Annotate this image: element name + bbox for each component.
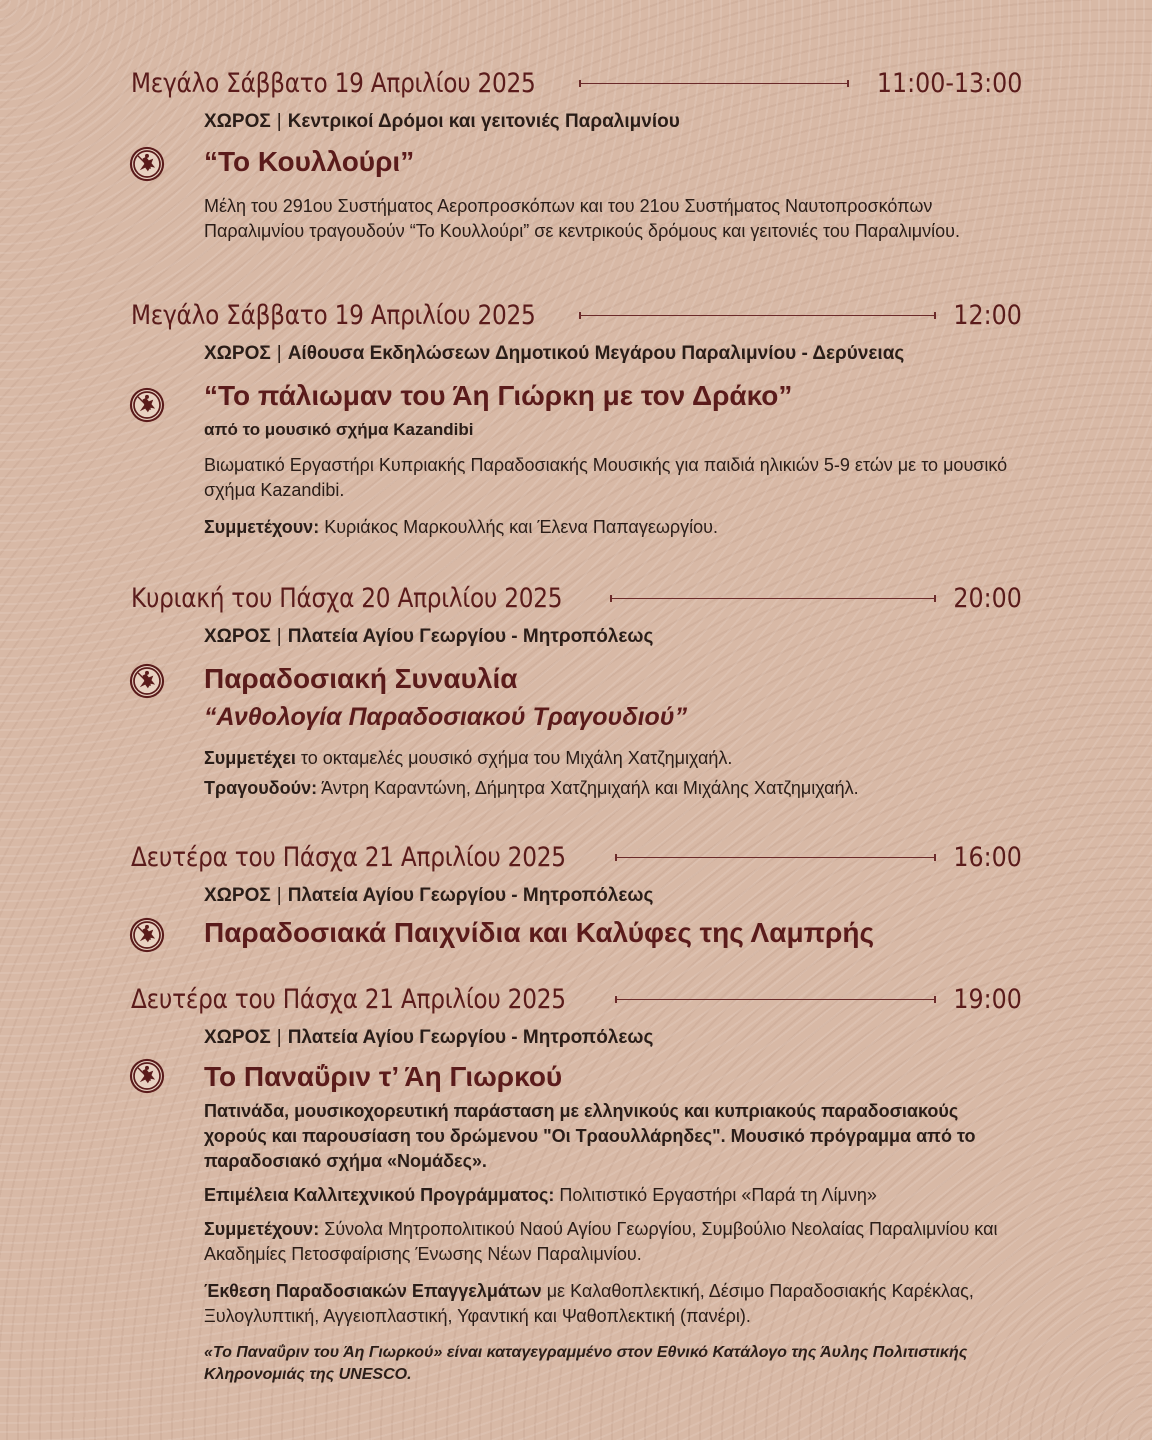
participants-text: Σύνολα Μητροπολιτικού Ναού Αγίου Γεωργίου, Συμβούλιο Νεολαίας Παραλιμνίου και Ακαδημίες Πετοσφαίρισης Ένωσης Νέων Παραλιμνίου. [204,1219,998,1264]
timeline-divider [579,315,936,316]
participants-label: Συμμετέχει [204,748,296,768]
event-description: Βιωματικό Εργαστήρι Κυπριακής Παραδοσιακής Μουσικής για παιδιά ηλικιών 5-9 ετών με το μουσικό σχήμα Kazandibi. [204,455,1008,500]
venue-name: Πλατεία Αγίου Γεωργίου - Μητροπόλεως [287,626,654,647]
event-1-header [131,63,1022,103]
venue-label: ΧΩΡΟΣ [204,111,271,132]
event-date: Μεγάλο Σάββατο 19 Απριλίου 2025 [131,299,536,331]
exhibition-label: Έκθεση Παραδοσιακών Επαγγελμάτων [204,1281,542,1301]
participants-label: Συμμετέχουν: [204,517,320,537]
venue-name: Πλατεία Αγίου Γεωργίου - Μητροπόλεως [287,885,654,906]
st-george-seal-icon [129,663,165,699]
event-singers [204,776,1024,801]
event-participants [204,515,1024,540]
event-3-header [131,578,1022,618]
event-participants [204,1217,1024,1267]
event-exhibition [204,1279,1024,1329]
event-time: 19:00 [953,983,1022,1015]
event-title: “Το πάλιωμαν του Άη Γιώρκη με τον Δράκο” [204,380,793,411]
event-title: Παραδοσιακά Παιχνίδια και Καλύφες της Λαμπρής [204,917,875,948]
event-date: Μεγάλο Σάββατο 19 Απριλίου 2025 [131,67,536,99]
event-description: Μέλη του 291ου Συστήματος Αεροπροσκόπων και του 21ου Συστήματος Ναυτοπροσκόπων Παραλιμνίου τραγουδούν “Το Κουλλούρι” σε κεντρικούς δρόμους και γειτονιές του Παραλιμνίου. [204,196,960,241]
event-4-header [131,837,1022,877]
unesco-note: «Το Παναΰριν του Άη Γιωρκού» είναι καταγεγραμμένο στον Εθνικό Κατάλογο της Άυλης Πολιτιστικής Κληρονομιάς της UNESCO. [204,1344,968,1383]
timeline-divider [610,598,936,599]
venue-name: Αίθουσα Εκδηλώσεων Δημοτικού Μεγάρου Παραλιμνίου - Δερύνειας [287,343,905,364]
st-george-seal-icon [129,917,165,953]
event-curation [204,1183,1024,1208]
event-subtitle: από το μουσικό σχήμα Kazandibi [204,420,474,439]
event-title: Το Παναΰριν τ’ Άη Γιωρκού [204,1061,563,1092]
st-george-seal-icon [129,146,165,182]
event-time: 11:00-13:00 [876,67,1022,99]
event-description: Πατινάδα, μουσικοχορευτική παράσταση με ελληνικούς και κυπριακούς παραδοσιακούς χορούς και παρουσίαση του δρώμενου "Οι Τραουλλάρηδες". Μουσικό πρόγραμμα από το παραδοσιακό σχήμα «Νομάδες». [204,1101,976,1171]
curation-label: Επιμέλεια Καλλιτεχνικού Προγράμματος: [204,1185,555,1205]
event-date: Κυριακή του Πάσχα 20 Απριλίου 2025 [131,582,563,614]
event-time: 16:00 [953,841,1022,873]
event-subtitle: “Ανθολογία Παραδοσιακού Τραγουδιού” [204,703,688,731]
event-2-header [131,295,1022,335]
venue-label: ΧΩΡΟΣ [204,626,271,647]
participants-label: Συμμετέχουν: [204,1219,320,1239]
venue-name: Πλατεία Αγίου Γεωργίου - Μητροπόλεως [287,1027,654,1048]
timeline-divider [615,857,937,858]
event-venue: ΧΩΡΟΣ | Πλατεία Αγίου Γεωργίου - Μητροπόλεως [204,885,654,906]
event-venue: ΧΩΡΟΣ | Πλατεία Αγίου Γεωργίου - Μητροπόλεως [204,1027,654,1048]
venue-label: ΧΩΡΟΣ [204,885,271,906]
venue-label: ΧΩΡΟΣ [204,1027,271,1048]
st-george-seal-icon [129,1058,165,1094]
singers-text: Άντρη Καραντώνη, Δήμητρα Χατζημιχαήλ και Μιχάλης Χατζημιχαήλ. [317,778,859,798]
event-participants [204,746,1024,771]
venue-name: Κεντρικοί Δρόμοι και γειτονιές Παραλιμνίου [287,111,680,132]
event-time: 12:00 [953,299,1022,331]
exhibition-text: με Καλαθοπλεκτική, Δέσιμο Παραδοσιακής Καρέκλας, Ξυλογλυπτική, Αγγειοπλαστική, Υφαντική και Ψαθοπλεκτική (πανέρι). [204,1281,974,1326]
event-date: Δευτέρα του Πάσχα 21 Απριλίου 2025 [131,983,566,1015]
participants-text: Κυριάκος Μαρκουλλής και Έλενα Παπαγεωργίου. [319,517,719,537]
event-venue: ΧΩΡΟΣ | Κεντρικοί Δρόμοι και γειτονιές Παραλιμνίου [204,111,680,132]
event-title: “Το Κουλλούρι” [204,146,415,177]
event-date: Δευτέρα του Πάσχα 21 Απριλίου 2025 [131,841,566,873]
event-venue: ΧΩΡΟΣ | Πλατεία Αγίου Γεωργίου - Μητροπόλεως [204,626,654,647]
event-venue: ΧΩΡΟΣ | Αίθουσα Εκδηλώσεων Δημοτικού Μεγάρου Παραλιμνίου - Δερύνειας [204,343,905,364]
singers-label: Τραγουδούν: [204,778,318,798]
event-5-header [131,979,1022,1019]
st-george-seal-icon [129,387,165,423]
timeline-divider [579,83,848,84]
participants-text: το οκταμελές μουσικό σχήμα του Μιχάλη Χατζημιχαήλ. [295,748,733,768]
venue-label: ΧΩΡΟΣ [204,343,271,364]
timeline-divider [615,999,937,1000]
curation-text: Πολιτιστικό Εργαστήρι «Παρά τη Λίμνη» [554,1185,877,1205]
event-title: Παραδοσιακή Συναυλία [204,663,518,694]
event-time: 20:00 [953,582,1022,614]
